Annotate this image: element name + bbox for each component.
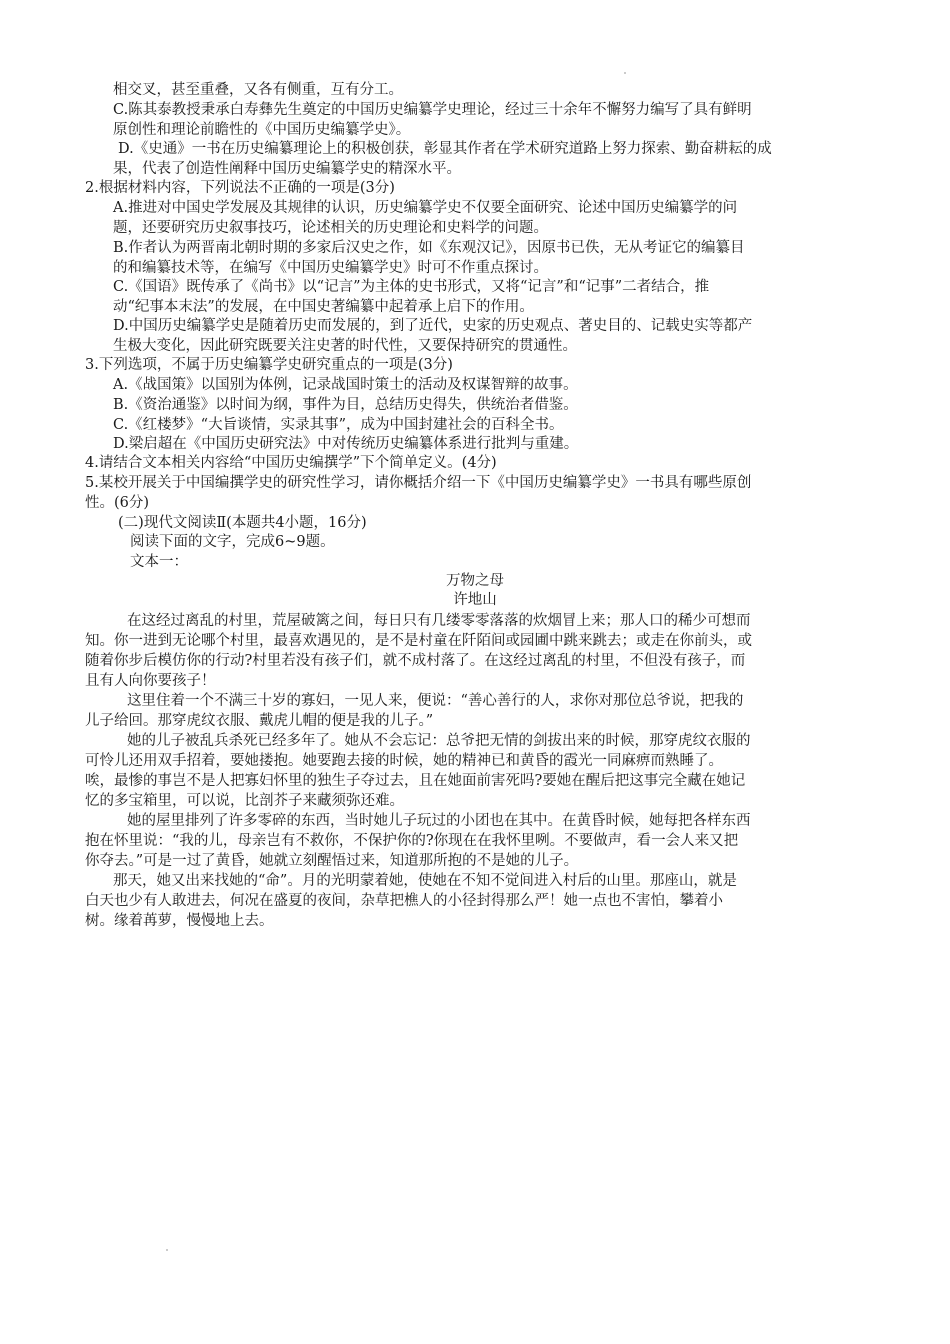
q3-option-b: B.《资治通鉴》以时间为纲，事件为目，总结历史得失，供统治者借鉴。 bbox=[113, 397, 578, 413]
question-3-stem: 3.下列选项，不属于历史编纂学史研究重点的一项是(3分) bbox=[85, 357, 453, 373]
story-p5-line-3: 树。缘着苒萝，慢慢地上去。 bbox=[85, 913, 274, 929]
q2-option-d-line-1: D.中国历史编纂学史是随着历史而发展的，到了近代，史家的历史观点、著史目的、记载史实等都产 bbox=[113, 318, 753, 334]
text-one-label: 文本一： bbox=[130, 554, 188, 570]
story-p3-line-4: 忆的多宝箱里，可以说，比剖芥子来藏须弥还难。 bbox=[85, 793, 404, 809]
story-p3-line-2: 可怜儿还用双手招着，要她搂抱。她要跑去接的时候，她的精神已和黄昏的霞光一同麻痹而熟睡了。 bbox=[85, 753, 723, 769]
story-p5-line-1: 那天，她又出来找她的“命”。月的光明蒙着她，使她在不知不觉间进入村后的山里。那座山，就是 bbox=[113, 873, 737, 889]
q2-option-b-line-2: 的和编纂技术等，在编写《中国历史编纂学史》时可不作重点探讨。 bbox=[113, 260, 548, 276]
story-p4-line-3: 你夺去。”可是一过了黄昏，她就立刻醒悟过来，知道那所抱的不是她的儿子。 bbox=[85, 853, 579, 869]
section-2-heading: (二)现代文阅读Ⅱ(本题共4小题，16分) bbox=[118, 515, 367, 531]
option-d-line-2: 果，代表了创造性阐释中国历史编纂学史的精深水平。 bbox=[113, 161, 461, 177]
question-5-line-2: 性。(6分) bbox=[85, 495, 150, 511]
q3-option-a: A.《战国策》以国别为体例，记录战国时策士的活动及权谋智辩的故事。 bbox=[113, 377, 578, 393]
story-p1-line-2: 知。你一进到无论哪个村里，最喜欢遇见的，是不是村童在阡陌间或园圃中跳来跳去；或走在你前头，或 bbox=[85, 633, 752, 649]
q2-option-b-line-1: B.作者认为两晋南北朝时期的多家后汉史之作，如《东观汉记》，因原书已佚，无从考证它的编纂目 bbox=[113, 240, 745, 256]
story-p2-line-1: 这里住着一个不满三十岁的寡妇，一见人来，便说：“善心善行的人，求你对那位总爷说，把我的 bbox=[127, 693, 744, 709]
reading-instruction: 阅读下面的文字，完成6~9题。 bbox=[130, 534, 335, 550]
option-c-prev-continuation: 相交叉，甚至重叠，又各有侧重，互有分工。 bbox=[113, 82, 403, 98]
option-c-line-1: C.陈其泰教授秉承白寿彝先生奠定的中国历史编纂学史理论，经过三十余年不懈努力编写了具有鲜明 bbox=[113, 102, 752, 118]
story-p1-line-1: 在这经过离乱的村里，荒屋破篱之间，每日只有几缕零零落落的炊烟冒上来；那人口的稀少可想而 bbox=[127, 613, 751, 629]
story-author: 许地山 bbox=[453, 592, 497, 608]
option-c-line-2: 原创性和理论前瞻性的《中国历史编纂学史》。 bbox=[113, 122, 411, 138]
q2-option-d-line-2: 生极大变化，因此研究既要关注史著的时代性，又要保持研究的贯通性。 bbox=[113, 338, 577, 354]
q2-option-c-line-1: C.《国语》既传承了《尚书》以“记言”为主体的史书形式，又将“记言”和“记事”二者结合，推 bbox=[113, 279, 710, 295]
question-4-stem: 4.请结合文本相关内容给“中国历史编撰学”下个简单定义。(4分) bbox=[85, 455, 497, 471]
story-title: 万物之母 bbox=[446, 573, 504, 589]
story-p3-line-1: 她的儿子被乱兵杀死已经多年了。她从不会忘记：总爷把无情的剑拔出来的时候，那穿虎纹衣服的 bbox=[127, 733, 751, 749]
story-p4-line-2: 抱在怀里说：“我的儿，母亲岂有不救你，不保护你的?你现在在我怀里咧。不要做声，看一会人来又把 bbox=[85, 833, 739, 849]
q2-option-a-line-1: A.推进对中国史学发展及其规律的认识，历史编纂学史不仅要全面研究、论述中国历史编纂学的问 bbox=[113, 200, 738, 216]
story-p3-line-3: 唉，最惨的事岂不是人把寡妇怀里的独生子夺过去，且在她面前害死吗?要她在醒后把这事完全藏在她记 bbox=[85, 773, 746, 789]
scan-speck bbox=[624, 72, 626, 74]
story-p1-line-4: 且有人向你要孩子！ bbox=[85, 673, 216, 689]
q3-option-c: C.《红楼梦》“大旨谈情，实录其事”，成为中国封建社会的百科全书。 bbox=[113, 417, 564, 433]
story-p4-line-1: 她的屋里排列了许多零碎的东西，当时她儿子玩过的小团也在其中。在黄昏时候，她每把各样东西 bbox=[127, 813, 751, 829]
q2-option-a-line-2: 题，还要研究历史叙事技巧，论述相关的历史理论和史料学的问题。 bbox=[113, 220, 548, 236]
question-2-stem: 2.根据材料内容，下列说法不正确的一项是(3分) bbox=[85, 180, 395, 196]
option-d-line-1: D.《史通》一书在历史编纂理论上的积极创获，彰显其作者在学术研究道路上努力探索、勤奋耕耘的成 bbox=[118, 141, 772, 157]
story-p2-line-2: 儿子给回。那穿虎纹衣服、戴虎儿帽的便是我的儿子。” bbox=[85, 713, 434, 729]
q3-option-d: D.梁启超在《中国历史研究法》中对传统历史编纂体系进行批判与重建。 bbox=[113, 436, 579, 452]
story-p5-line-2: 白天也少有人敢进去，何况在盛夏的夜间，杂草把樵人的小径封得那么严！她一点也不害怕，攀着小 bbox=[85, 893, 723, 909]
q2-option-c-line-2: 动“纪事本末法”的发展，在中国史著编纂中起着承上启下的作用。 bbox=[113, 299, 534, 315]
scan-speck bbox=[166, 1249, 168, 1251]
question-5-line-1: 5.某校开展关于中国编撰学史的研究性学习，请你概括介绍一下《中国历史编纂学史》一书具有哪些原创 bbox=[85, 475, 752, 491]
story-p1-line-3: 随着你步后模仿你的行动?村里若没有孩子们，就不成村落了。在这经过离乱的村里，不但没有孩子，而 bbox=[85, 653, 746, 669]
